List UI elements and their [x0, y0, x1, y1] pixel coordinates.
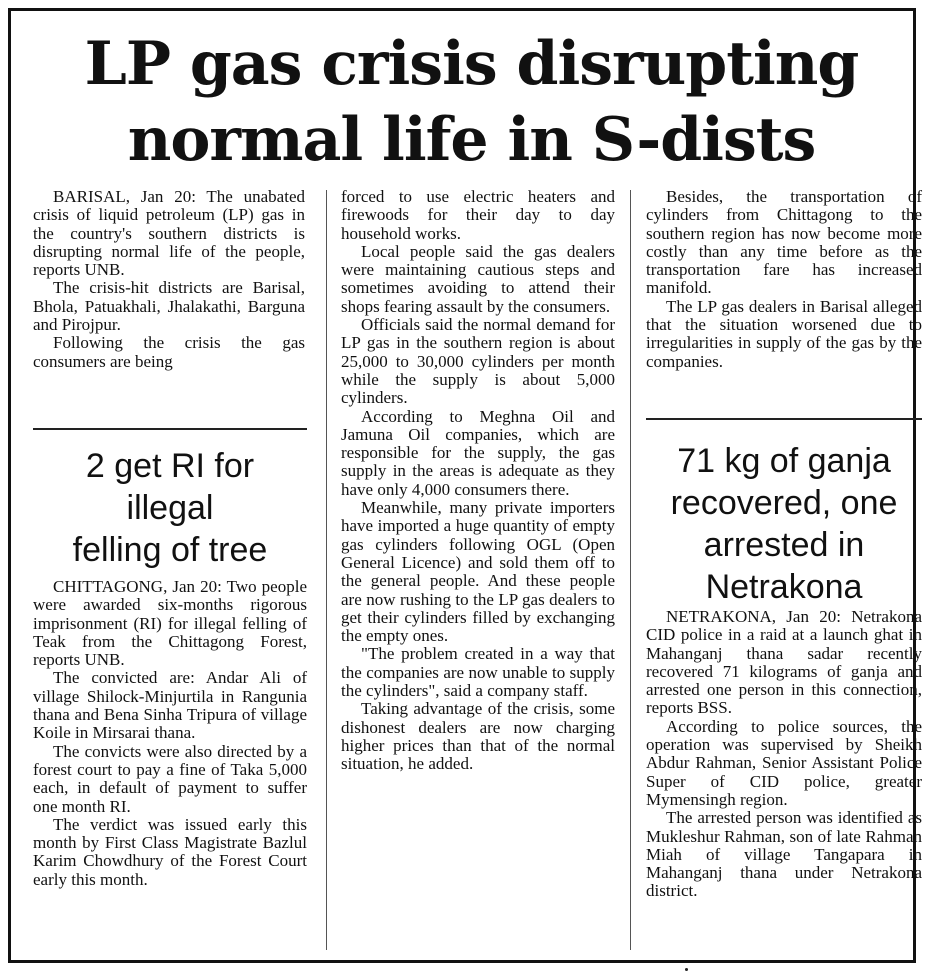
ri-story-body: [33, 578, 307, 889]
ri-story-paragraph: The verdict was issued early this month by First Class Magistrate Bazlul Karim Chowdhury of the Forest Court early this month.: [33, 814, 307, 889]
main-story-paragraph: The crisis-hit districts are Barisal, Bhola, Patuakhali, Jhalakathi, Barguna and Pirojpur.: [33, 278, 305, 335]
main-story-paragraph: According to Meghna Oil and Jamuna Oil companies, which are responsible for the supply, the gas supply in the areas is adequate as they have only 4,000 consumers there.: [341, 406, 615, 499]
main-story-paragraph: BARISAL, Jan 20: The unabated crisis of liquid petroleum (LP) gas in the country's southern districts is disrupting normal life of the people, reports UNB.: [33, 187, 305, 280]
ganja-story-headline: [646, 440, 922, 608]
column-divider: [630, 190, 631, 950]
ganja-story-body: [646, 608, 922, 901]
ri-headline-line: felling of tree: [72, 531, 268, 569]
main-story-paragraph: Meanwhile, many private importers have imported a huge quantity of empty gas cylinders following OGL (Open General Licence) and sold them off to the general people. And these people are now rushing to the LP gas dealers to get their cylinders filled by exchanging the empty ones.: [341, 498, 615, 646]
ganja-headline-line: arrested in: [703, 526, 865, 564]
ri-headline-line: 2 get RI for: [85, 447, 255, 485]
ri-headline-line: illegal: [126, 489, 214, 527]
main-story-paragraph: Following the crisis the gas consumers are being: [33, 333, 305, 371]
story-separator-rule: [33, 428, 307, 430]
ganja-headline-line: recovered, one: [670, 484, 898, 522]
main-story-paragraph: Officials said the normal demand for LP gas in the southern region is about 25,000 to 30,000 cylinders per month while the supply is about 5,000 cylinders.: [341, 315, 615, 408]
ri-story-paragraph: CHITTAGONG, Jan 20: Two people were awarded six-months rigorous imprisonment (RI) for illegal felling of Teak from the Chittagong Forest, reports UNB.: [33, 577, 307, 670]
main-story-column-3: [646, 188, 922, 371]
ganja-headline-line: 71 kg of ganja: [677, 442, 891, 480]
print-speck: [685, 968, 688, 971]
main-story-paragraph: The LP gas dealers in Barisal alleged that the situation worsened due to irregularities in supply of the gas by the companies.: [646, 296, 922, 371]
ri-story-paragraph: The convicts were also directed by a forest court to pay a fine of Taka 5,000 each, in default of payment to suffer one month RI.: [33, 741, 307, 816]
main-headline-line2: normal life in S-dists: [127, 105, 816, 175]
ganja-story-paragraph: NETRAKONA, Jan 20: Netrakona CID police in a raid at a launch ghat in Mahanganj thana sadar recently recovered 71 kilograms of ganja and arrested one person in this connection, reports BSS.: [646, 607, 922, 718]
main-headline-line1: LP gas crisis disrupting: [84, 29, 859, 99]
main-story-paragraph: Local people said the gas dealers were maintaining cautious steps and sometimes avoiding to attend their shops fearing assault by the consumers.: [341, 241, 615, 316]
main-story-column-2: [341, 188, 615, 774]
main-story-paragraph: forced to use electric heaters and firewoods for their day to day household works.: [341, 187, 615, 243]
column-divider: [326, 190, 327, 950]
ganja-story-paragraph: According to police sources, the operation was supervised by Sheikh Abdur Rahman, Senior Assistant Police Super of CID police, greater Mymensingh region.: [646, 716, 922, 809]
ganja-story-paragraph: The arrested person was identified as Mukleshur Rahman, son of late Rahman Miah of village Tangapara in Mahanganj thana under Netrakona district.: [646, 808, 922, 901]
main-story-column-1: [33, 188, 305, 371]
ri-story-paragraph: The convicted are: Andar Ali of village Shilock-Minjurtila in Rangunia thana and Bena Sinha Tripura of village Koile in Mirsarai thana.: [33, 668, 307, 743]
story-separator-rule: [646, 418, 922, 420]
ganja-headline-line: Netrakona: [705, 568, 863, 606]
ri-story-headline: [33, 445, 307, 571]
main-story-paragraph: Taking advantage of the crisis, some dishonest dealers are now charging higher prices than that of the normal situation, he added.: [341, 699, 615, 774]
main-story-paragraph: Besides, the transportation of cylinders from Chittagong to the southern region has now become more costly than any time before as the transportation fare has increased manifold.: [646, 187, 922, 298]
main-story-paragraph: "The problem created in a way that the companies are now unable to supply the cylinders", said a company staff.: [341, 644, 615, 701]
